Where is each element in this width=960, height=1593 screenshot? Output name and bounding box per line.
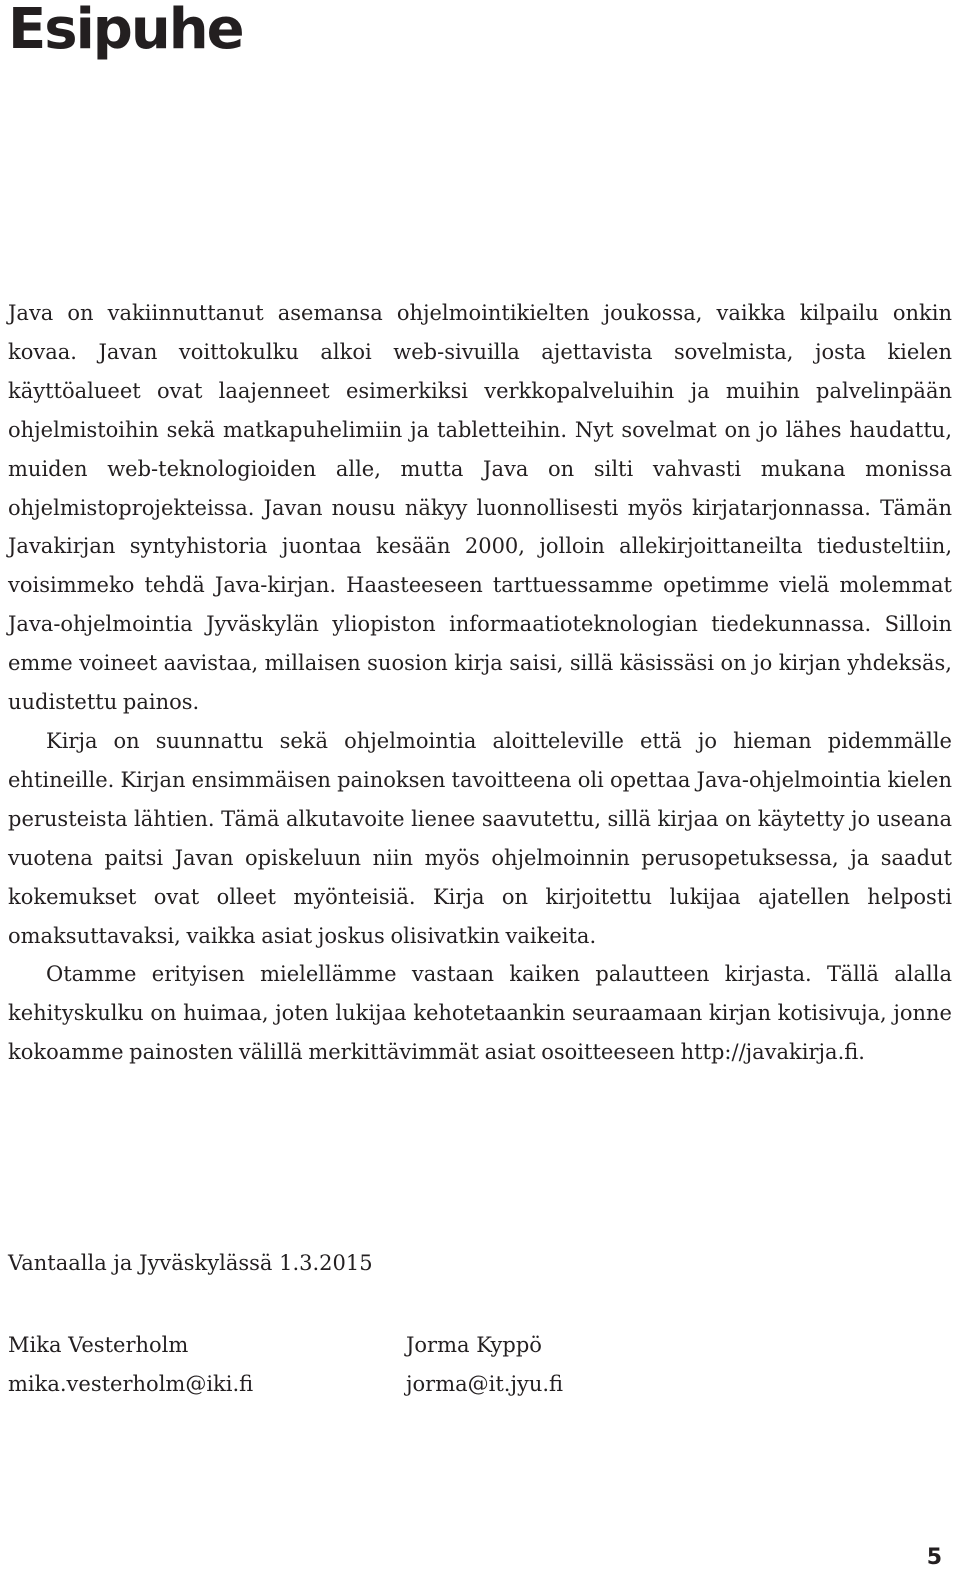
paragraph-2: Kirja on suunnattu sekä ohjelmointia aloitteleville että jo hieman pidemmälle ehtineille. Kirjan ensimmäisen painoksen tavoitteena oli opettaa Java-ohjelmointia kielen perusteista lähtien. Tämä alkutavoite lienee saavutettu, sillä kirjaa on käytetty jo useana vuotena paitsi Javan opiskeluun niin myös ohjelmoinnin perusopetuksessa, ja saadut kokemukset ovat olleet myönteisiä. Kirja on kirjoitettu lukijaa ajatellen helposti omaksuttavaksi, vaikka asiat joskus olisivatkin vaikeita. [8, 728, 952, 948]
preface-body [8, 294, 952, 1072]
page-title: Esipuhe [8, 0, 243, 62]
signature-block-2 [406, 1326, 563, 1404]
paragraph-1: Java on vakiinnuttanut asemansa ohjelmointikielten joukossa, vaikka kilpailu onkin kovaa. Javan voittokulku alkoi web-sivuilla ajettavista sovelmista, josta kielen käyttöalueet ovat laajenneet esimerkiksi verkkopalveluihin ja muihin palvelinpään ohjelmistoihin sekä matkapuhelimiin ja tabletteihin. Nyt sovelmat on jo lähes haudattu, muiden web-teknologioiden alle, mutta Java on silti vahvasti mukana monissa ohjelmistoprojekteissa. Javan nousu näkyy luonnollisesti myös kirjatarjonnassa. Tämän Javakirjan syntyhistoria juontaa kesään 2000, jolloin allekirjoittaneilta tiedusteltiin, voisimmeko tehdä Java-kirjan. Haasteeseen tarttuessamme opetimme vielä molemmat Java-ohjelmointia Jyväskylän yliopiston informaatioteknologian tiedekunnassa. Silloin emme voineet aavistaa, millaisen suosion kirja saisi, sillä käsissäsi on jo kirjan yhdeksäs, uudistettu painos. [8, 301, 952, 715]
place-date: Vantaalla ja Jyväskylässä 1.3.2015 [8, 1251, 373, 1275]
author-name: Jorma Kyppö [406, 1333, 542, 1357]
author-email: jorma@it.jyu.fi [406, 1371, 564, 1396]
signature-block-1 [8, 1326, 253, 1404]
paragraph-3: Otamme erityisen mielellämme vastaan kaiken palautteen kirjasta. Tällä alalla kehityskulku on huimaa, joten lukijaa kehotetaankin seuraamaan kirjan kotisivuja, jonne kokoamme painosten välillä merkittävimmät asiat osoitteeseen http://javakirja.fi. [8, 962, 952, 1065]
page-number: 5 [926, 1545, 942, 1570]
author-name: Mika Vesterholm [8, 1333, 189, 1357]
author-email: mika.vesterholm@iki.fi [8, 1371, 254, 1396]
